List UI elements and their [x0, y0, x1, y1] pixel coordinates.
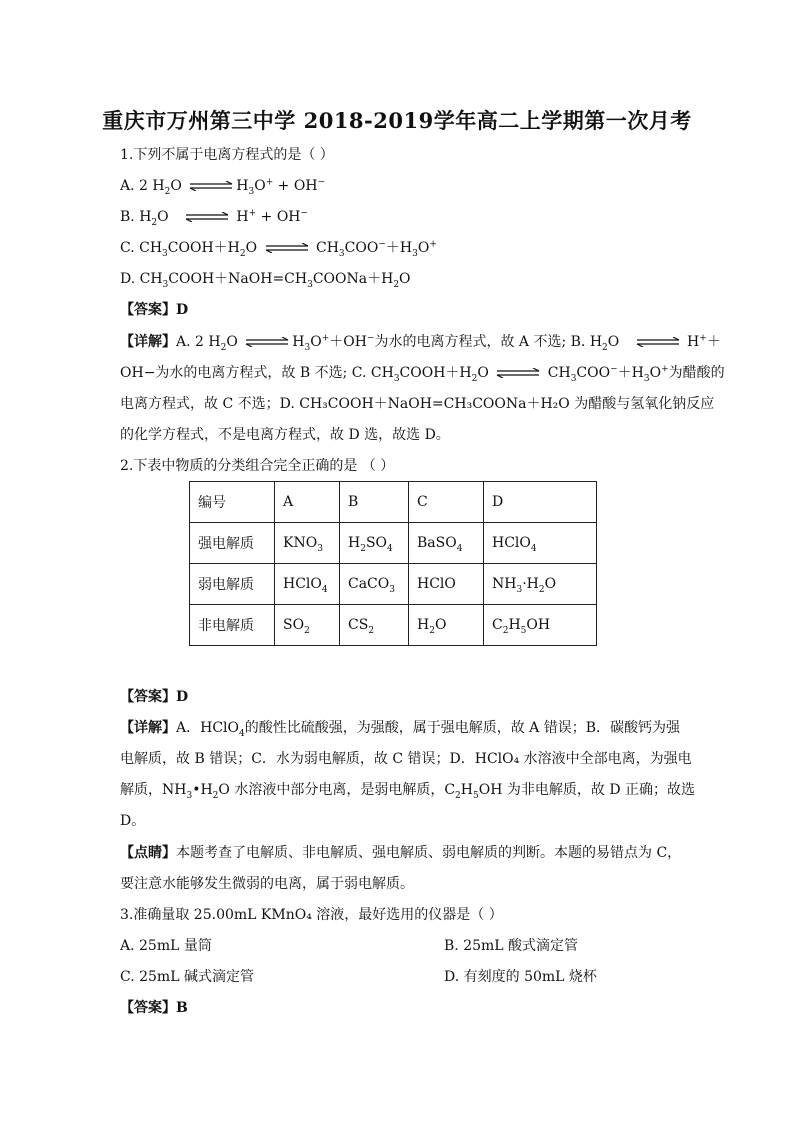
q3-option-c: C. 25mL 碱式滴定管: [120, 969, 254, 985]
equilibrium-arrow-icon: [184, 212, 230, 222]
equilibrium-arrow-icon: [264, 243, 310, 253]
q3-answer: 【答案】B: [120, 1000, 188, 1016]
q1-detail-line-3: 电离方程式，故 C 不选；D. CH₃COOH＋NaOH=CH₃COONa＋H₂O 为醋酸与氢氧化钠反应: [120, 396, 715, 412]
q2-stem: 2.下表中物质的分类组合完全正确的是 （ ）: [120, 458, 395, 474]
equilibrium-arrow-icon: [495, 368, 541, 378]
table-cell: B: [340, 482, 409, 523]
table-cell: 编号: [190, 482, 275, 523]
q3-stem: 3.准确量取 25.00mL KMnO₄ 溶液，最好选用的仪器是（ ）: [120, 907, 503, 923]
q2-note-line-1-text: 本题考查了电解质、非电解质、强电解质、弱电解质的判断。本题的易错点为 C，: [176, 845, 682, 861]
table-cell: A: [275, 482, 340, 523]
table-cell: $NH_3\cdot H_2O$: [484, 564, 597, 605]
table-cell: $KNO_3$: [275, 523, 340, 564]
table-row: [190, 523, 597, 564]
detail-label: 【详解】: [120, 720, 176, 736]
q1-detail-line-4: 的化学方程式，不是电离方程式，故 D 选，故选 D。: [120, 427, 450, 443]
classification-table: [189, 481, 597, 646]
table-cell: D: [484, 482, 597, 523]
q2-detail-line-2: 电解质，故 B 错误；C．水为弱电解质，故 C 错误；D．HClO₄ 水溶液中全部电离，为强电: [120, 751, 692, 767]
table-cell: $SO_2$: [275, 605, 340, 646]
detail-label: 【详解】: [120, 334, 176, 350]
q2-detail-line-4: D。: [120, 813, 146, 829]
table-row: [190, 564, 597, 605]
equilibrium-arrow-icon: [635, 337, 681, 347]
q1-option-b: B. $H_2O$ H+ + OH−: [120, 208, 309, 228]
table-cell: 非电解质: [190, 605, 275, 646]
table-row: [190, 605, 597, 646]
table-cell: BaSO$_4$: [409, 523, 484, 564]
q1-option-a: A. 2 $H_2O$ $H_3O^+ + OH^-$: [120, 177, 326, 197]
q2-note-line-2: 要注意水能够发生微弱的电离，属于弱电解质。: [120, 876, 414, 892]
note-label: 【点睛】: [120, 845, 176, 861]
q2-detail-line-3: 解质，$NH_3•H_2O$ 水溶液中部分电离，是弱电解质，$C_2H_5OH$ 为非电解质，故 D 正确；故选: [120, 782, 695, 801]
q1-option-d: D. $CH_3COOH+NaOH=CH_3COONa+H_2O$: [120, 271, 411, 290]
equilibrium-arrow-icon: [244, 337, 290, 347]
table-cell: 强电解质: [190, 523, 275, 564]
table-cell: $H_2SO_4$: [340, 523, 409, 564]
q2-detail-line-1-text: 的酸性比硫酸强，为强酸，属于强电解质，故 A 错误；B．碳酸钙为强: [244, 720, 681, 736]
q3-option-a: A. 25mL 量筒: [120, 938, 212, 954]
q3-option-b: B. 25mL 酸式滴定管: [444, 938, 579, 954]
table-cell: $H_2O$: [409, 605, 484, 646]
table-header-row: [190, 482, 597, 523]
table-cell: 弱电解质: [190, 564, 275, 605]
table-cell: CaCO$_3$: [340, 564, 409, 605]
q3-option-d: D. 有刻度的 50mL 烧杯: [444, 969, 597, 985]
q1-detail-line-1: 【详解】A. 2 $H_2O$ $H_3O^++OH^-$为水的电离方程式，故 A 不选; B. $H_2O$ H+＋: [120, 333, 721, 353]
table-cell: $CS_2$: [340, 605, 409, 646]
q2-answer: 【答案】D: [120, 689, 189, 705]
q1-detail-line-2: OH−为水的电离方程式，故 B 不选; C. $CH_3COOH+H_2O$ $CH_3COO^-+H_3O^+$为醋酸的: [120, 364, 725, 384]
table-cell: HClO: [409, 564, 484, 605]
page-title: 重庆市万州第三中学 2018-2019学年高二上学期第一次月考: [102, 108, 692, 133]
table-cell: C: [409, 482, 484, 523]
q2-note-line-1: [120, 843, 681, 863]
q2-detail-line-1: 【详解】A．HClO$_4$的酸性比硫酸强，为强酸，属于强电解质，故 A 错误；B．碳酸钙为强: [120, 720, 681, 739]
equilibrium-arrow-icon: [188, 181, 234, 191]
table-cell: HClO$_4$: [275, 564, 340, 605]
q1-detail-line-2-text: −为水的电离方程式，故 B 不选; C. CH: [143, 365, 394, 381]
q1-answer: 【答案】D: [120, 302, 189, 318]
table-cell: HClO$_4$: [484, 523, 597, 564]
table-cell: $C_2H_5OH$: [484, 605, 597, 646]
q1-stem: 1.下列不属于电离方程式的是（ ）: [120, 147, 334, 163]
q1-option-c: C. $CH_3COOH+H_2O$ $CH_3COO^-+H_3O^+$: [120, 239, 437, 259]
